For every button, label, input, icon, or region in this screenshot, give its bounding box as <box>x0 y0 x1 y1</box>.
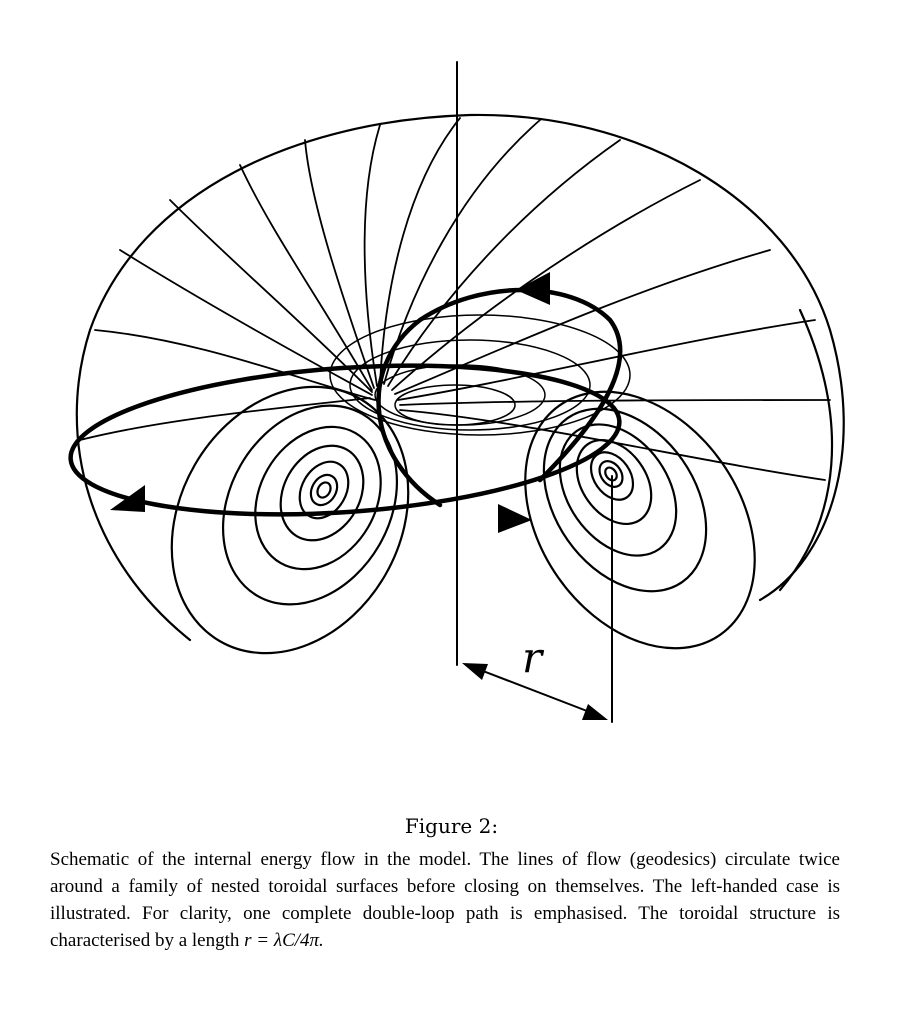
torus-right-rim <box>780 310 832 590</box>
caption-text: Schematic of the internal energy flow in the model. The lines of flow (geodesics) circulate twice around a family of nested toroidal surfaces before closing on themselves. The left-handed case is illustrated. For clarity, one complete double-loop path is emphasised. The toroidal structure is characterised by a length <box>50 849 840 951</box>
figure-title: Figure 2: <box>404 814 499 838</box>
caption-formula: r = λC/4π. <box>244 930 324 951</box>
radius-arrowhead-right <box>582 704 608 720</box>
radius-label: r <box>522 633 543 682</box>
arrowhead-bottom <box>498 504 532 533</box>
arrowhead-left <box>110 485 145 512</box>
torus-outer-outline <box>77 115 844 640</box>
radius-arrowhead-left <box>462 663 488 680</box>
figure-caption <box>50 846 840 954</box>
arrowhead-top <box>516 272 550 305</box>
